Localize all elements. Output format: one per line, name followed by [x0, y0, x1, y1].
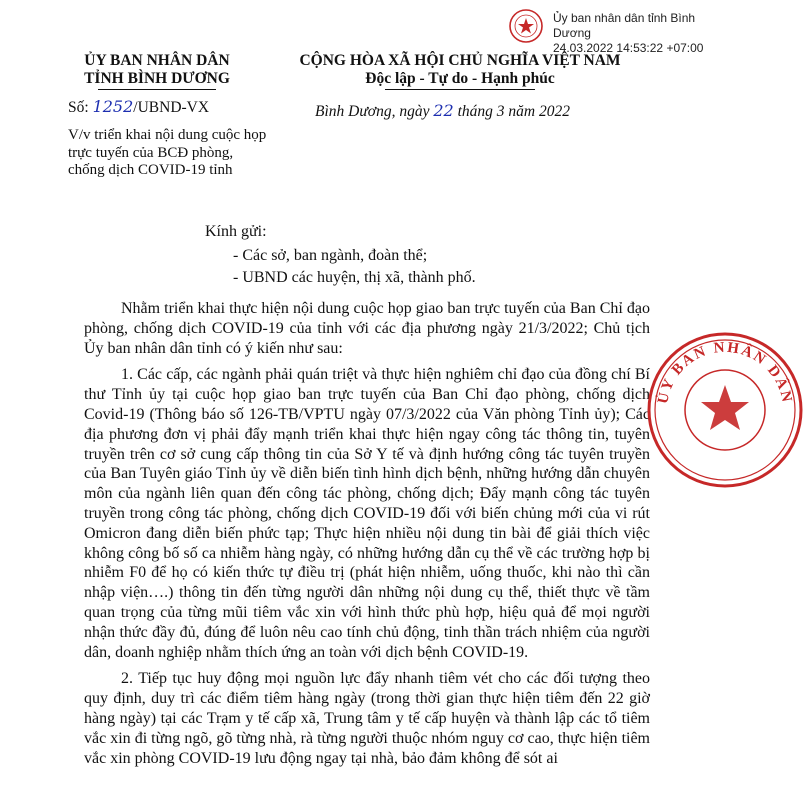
motto: Độc lập - Tự do - Hạnh phúc: [365, 70, 555, 87]
number-suffix: /UBND-VX: [133, 99, 210, 116]
document-body: [84, 299, 650, 768]
issue-date: [315, 101, 570, 121]
agency-line-2: TỈNH BÌNH DƯƠNG: [84, 70, 230, 87]
handwritten-number: 1252: [92, 97, 134, 116]
official-seal: [645, 330, 805, 490]
paragraph-1: 1. Các cấp, các ngành phải quán triệt và thực hiện nghiêm chỉ đạo của đồng chí Bí thư Tỉnh ủy tại cuộc họp giao ban trực tuyến của Ban Chỉ đạo phòng, chống dịch Covid-19 (Thông báo số 126-TB/VPTU ngày 07/3/2022 của Văn phòng Tỉnh ủy); Các địa phương đơn vị phải đẩy mạnh triển khai thực hiện ngay công tác thông tin, tuyên truyền trên cơ sở cung cấp thông tin của Sở Y tế và định hướng công tác tuyên truyền của Ban Tuyên giáo Tỉnh ủy về diễn biến tình hình dịch bệnh, những hướng dẫn chuyên môn của ngành liên quan đến công tác phòng, chống dịch; Đẩy mạnh công tác tuyên truyền trong công tác phòng, chống dịch COVID-19 đối với biến chủng mới của vi rút Omicron đang diễn biến phức tạp; Thực hiện nhiều nội dung tin bài để giải thích việc không công bố số ca nhiễm hàng ngày, có những hướng dẫn cụ thể về các trường hợp bị nhiễm F0 để họ có kiến thức tự điều trị (phát hiện nhiễm, uống thuốc, khi nào thì cần nhập viện….) thông tin đến từng người dân những nội dung cụ thể, thiết thực về tầm quan trọng của từng mũi tiêm vắc xin với hình thức phù hợp, hiệu quả để mọi người nhận thức đầy đủ, đúng để luôn nêu cao tính chủ động, tinh thần trách nhiệm của người dân, doanh nghiệp nhằm thích ứng an toàn với dịch bệnh COVID-19.: [84, 366, 650, 661]
issuing-agency: [52, 52, 262, 90]
national-heading: [275, 52, 645, 90]
signature-org: Ủy ban nhân dân tỉnh Bình Dương: [553, 11, 696, 40]
nation-title: CỘNG HÒA XÃ HỘI CHỦ NGHĨA VIỆT NAM: [299, 52, 621, 69]
recipient-item: - UBND các huyện, thị xã, thành phố.: [233, 269, 476, 286]
digital-signature-text: [553, 11, 728, 56]
recipients-label: Kính gửi:: [205, 223, 267, 240]
paragraph-2: 2. Tiếp tục huy động mọi nguồn lực đẩy nhanh tiêm vét cho các đối tượng theo quy định, duy trì các điểm tiêm hàng ngày (trong thời gian thực hiện tiêm đến 22 giờ hàng ngày) tại các Trạm y tế cấp xã, Trung tâm y tế cấp huyện và thành lập các tổ tiêm vắc xin đi từng ngõ, gõ từng nhà, rà từng người thuộc nhóm nguy cơ cao, thực hiện tiêm vắc xin phòng COVID-19 lưu động ngay tại nhà, bảo đảm không để sót ai: [84, 670, 650, 767]
agency-line-1: ỦY BAN NHÂN DÂN: [84, 52, 230, 69]
recipient-item: - Các sở, ban ngành, đoàn thể;: [233, 247, 428, 264]
intro-paragraph: Nhằm triển khai thực hiện nội dung cuộc họp giao ban trực tuyến của Ban Chỉ đạo phòng, chống dịch COVID-19 của tỉnh với các địa phương ngày 21/3/2022; Chủ tịch Ủy ban nhân dân tỉnh có ý kiến như sau:: [84, 300, 650, 357]
agency-underline: [98, 89, 216, 90]
handwritten-day: 22: [433, 101, 454, 120]
document-number: [68, 97, 209, 117]
signature-timestamp: 24.03.2022 14:53:22 +07:00: [553, 41, 704, 55]
motto-underline: [385, 89, 535, 90]
date-suffix: tháng 3 năm 2022: [457, 103, 570, 120]
digital-signature-icon: [508, 8, 544, 44]
seal-text: ỦY BAN NHÂN DÂN: [655, 339, 795, 406]
document-subject: V/v triển khai nội dung cuộc họp trực tuyến của BCĐ phòng, chống dịch COVID-19 tỉnh: [68, 127, 267, 178]
number-prefix: Số:: [68, 99, 89, 116]
date-prefix: Bình Dương, ngày: [315, 103, 430, 120]
